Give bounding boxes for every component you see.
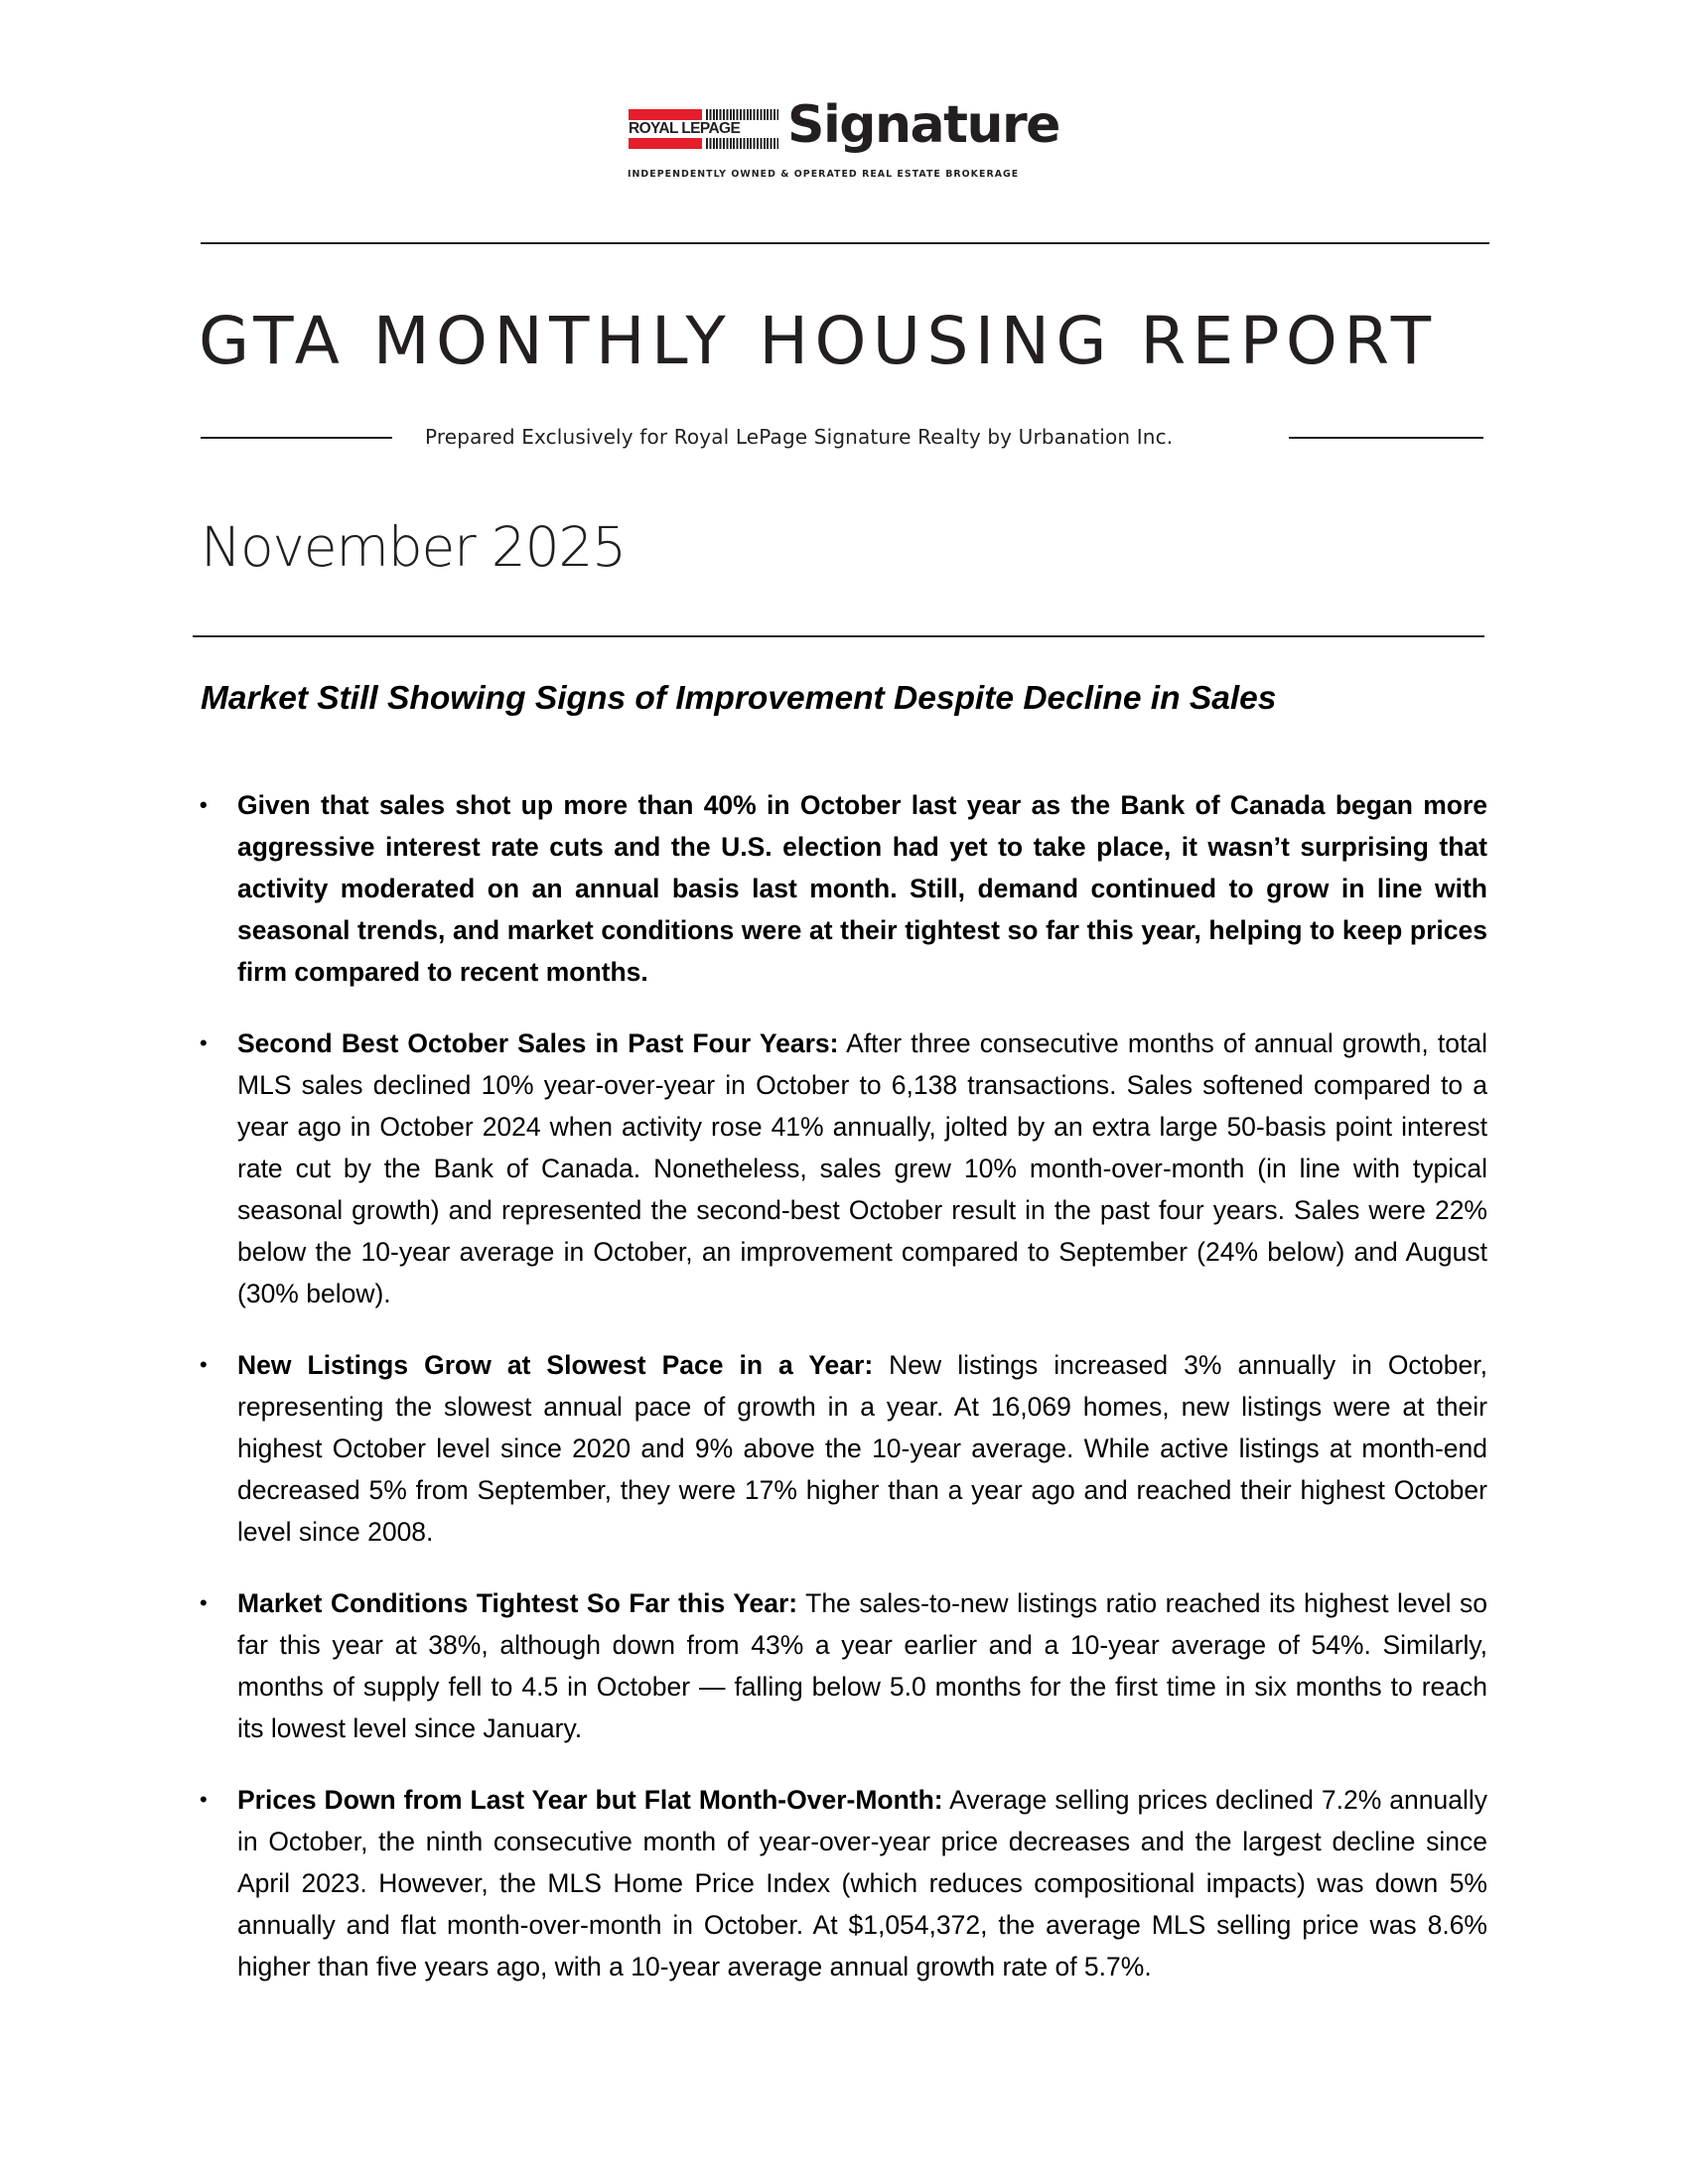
royal-lepage-mark [629, 109, 779, 149]
report-date: November 2025 [201, 515, 626, 579]
bullet-icon: • [200, 1352, 208, 1377]
bullet-icon: • [200, 1030, 208, 1055]
header-top-rule [201, 242, 1489, 244]
prepared-by-line: Prepared Exclusively for Royal LePage Signature Realty by Urbanation Inc. [425, 425, 1174, 449]
highlight-item-market-conditions [195, 1582, 1487, 1749]
highlight-text: New listings increased 3% annually in October, representing the slowest annual pace of growth in a year. At 16,069 homes, new listings were at their highest October level since 2020 and 9% above the 10-year average. While active listings at month-end decreased 5% from September, they were 17% higher than a year ago and reached their highest October level since 2008. [237, 1350, 1487, 1547]
highlight-text: After three consecutive months of annual growth, total MLS sales declined 10% year-over-year in October to 6,138 transactions. Sales softened compared to a year ago in October 2024 when activity rose 41% annually, jolted by an extra large 50-basis point interest rate cut by the Bank of Canada. Nonetheless, sales grew 10% month-over-month (in line with typical seasonal growth) and represented the second-best October result in the past four years. Sales were 22% below the 10-year average in October, an improvement compared to September (24% below) and August (30% below). [237, 1028, 1487, 1308]
highlight-text: Given that sales shot up more than 40% in October last year as the Bank of Canada began more aggressive interest rate cuts and the U.S. election had yet to take place, it wasn’t surprising that activity moderated on an annual basis last month. Still, demand continued to grow in line with seasonal trends, and market conditions were at their tightest so far this year, helping to keep prices firm compared to recent months. [237, 790, 1487, 987]
bullet-icon: • [200, 1787, 208, 1812]
highlight-lead: Second Best October Sales in Past Four Years: [237, 1028, 839, 1058]
section-divider [193, 635, 1484, 637]
prepared-right-rule [1289, 437, 1483, 439]
logo-brand-text: ROYAL LEPAGE [629, 120, 741, 137]
logo-tagline: INDEPENDENTLY OWNED & OPERATED REAL ESTATE BROKERAGE [628, 169, 1020, 180]
bullet-icon: • [200, 1590, 208, 1615]
prepared-left-rule [201, 437, 392, 439]
highlight-lead: Prices Down from Last Year but Flat Month-Over-Month: [237, 1785, 943, 1815]
highlight-item-prices [195, 1779, 1487, 1987]
highlight-text: Average selling prices declined 7.2% annually in October, the ninth consecutive month of year-over-year price decreases and the largest decline since April 2023. However, the MLS Home Price Index (which reduces compositional impacts) was down 5% annually and flat month-over-month in October. At $1,054,372, the average MLS selling price was 8.6% higher than five years ago, with a 10-year average annual growth rate of 5.7%. [237, 1785, 1487, 1981]
highlight-item-sales [195, 1023, 1487, 1314]
highlight-lead: Market Conditions Tightest So Far this Year: [237, 1588, 798, 1618]
logo-barcode-top [706, 109, 778, 120]
highlight-item-new-listings [195, 1344, 1487, 1553]
highlight-item-summary [195, 784, 1487, 993]
bullet-icon: • [200, 792, 208, 817]
logo-signature-text: Signature [787, 95, 1059, 155]
highlight-lead: New Listings Grow at Slowest Pace in a Year: [237, 1350, 874, 1380]
highlight-text: The sales-to-new listings ratio reached its highest level so far this year at 38%, although down from 43% a year earlier and a 10-year average of 54%. Similarly, months of supply fell to 4.5 in October — falling below 5.0 months for the first time in six months to reach its lowest level since January. [237, 1588, 1487, 1743]
highlights-list [195, 784, 1487, 2017]
royal-lepage-signature-logo [628, 95, 1065, 187]
report-headline: Market Still Showing Signs of Improvement Despite Decline in Sales [201, 680, 1277, 717]
logo-barcode-bottom [706, 138, 778, 149]
report-title: GTA MONTHLY HOUSING REPORT [199, 303, 1438, 379]
logo-red-bar-bottom [629, 138, 702, 149]
logo-red-bar-top [629, 109, 702, 120]
